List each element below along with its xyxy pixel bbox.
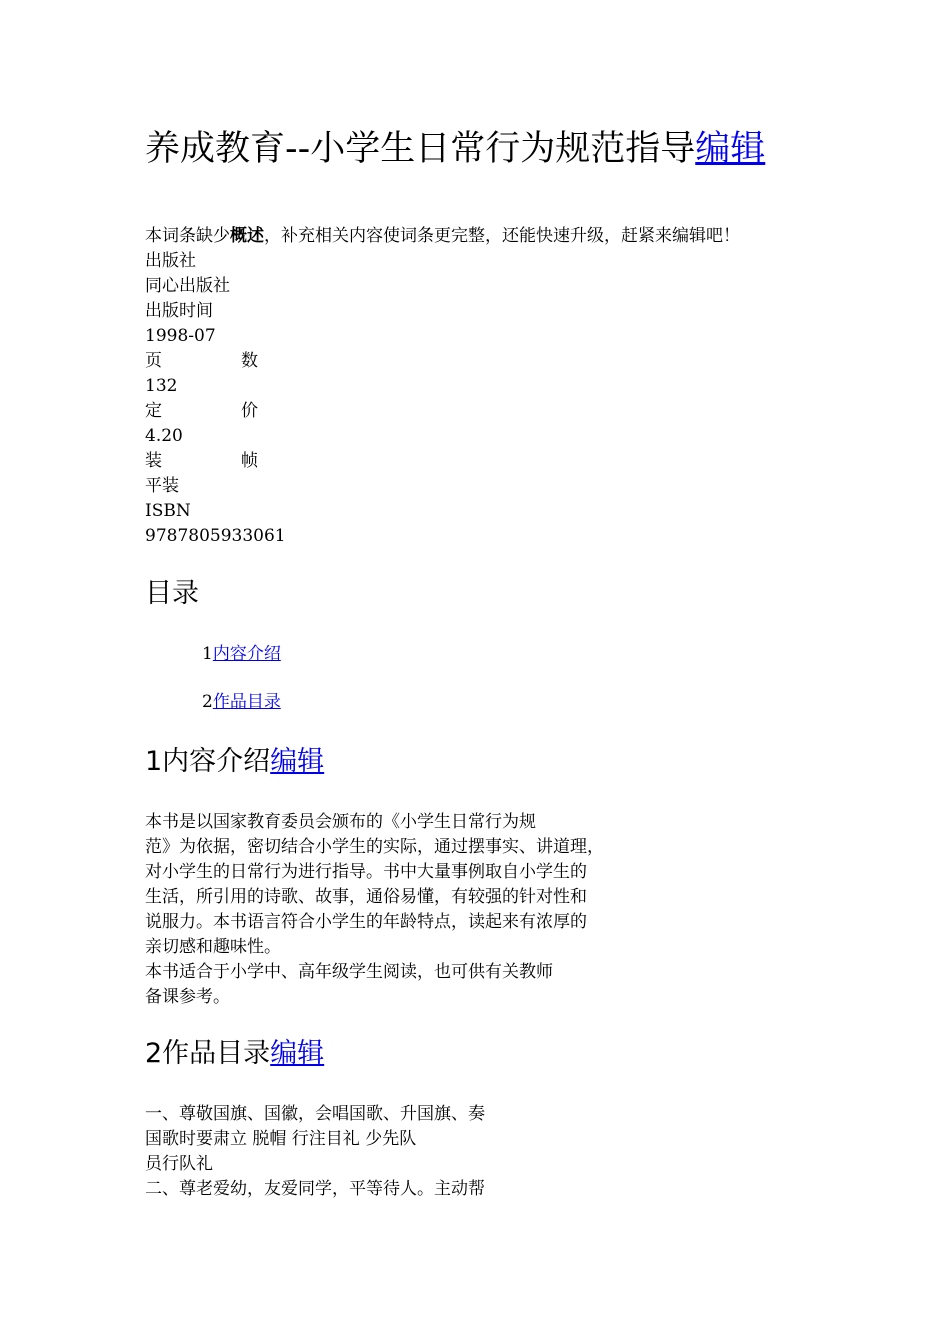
- paragraph-line: 亲切感和趣味性。: [145, 937, 281, 957]
- section-edit-link[interactable]: 编辑: [270, 746, 325, 777]
- works-list-text: [145, 1102, 665, 1202]
- publisher-label: 出版社: [145, 251, 196, 271]
- notice-before: 本词条缺少: [145, 226, 230, 246]
- content-intro-text: [145, 810, 665, 1010]
- section-heading-content-intro: [145, 744, 324, 780]
- paragraph-line: 备课参考。: [145, 987, 230, 1007]
- price-value: 4.20: [145, 426, 183, 446]
- toc-heading: 目录: [145, 578, 199, 609]
- notice-bold: 概述: [230, 226, 264, 246]
- isbn-label: ISBN: [145, 501, 191, 521]
- toc-item: [202, 690, 281, 715]
- binding-value: 平装: [145, 476, 179, 496]
- date-label: 出版时间: [145, 301, 213, 321]
- paragraph-line: 员行队礼: [145, 1154, 213, 1174]
- toc-link-content-intro[interactable]: 内容介绍: [212, 644, 281, 664]
- toc-link-works-list[interactable]: 作品目录: [212, 692, 281, 712]
- missing-summary-notice: [145, 224, 740, 249]
- paragraph-line: 国歌时要肃立 脱帽 行注目礼 少先队: [145, 1129, 417, 1149]
- paragraph-line: 说服力。本书语言符合小学生的年龄特点，读起来有浓厚的: [145, 912, 587, 932]
- section-heading-text: 1内容介绍: [145, 746, 271, 777]
- pages-value: 132: [145, 376, 178, 396]
- price-label: 定价: [145, 401, 258, 421]
- notice-after: ，补充相关内容使词条更完整，还能快速升级，赶紧来编辑吧！: [264, 226, 740, 246]
- date-value: 1998-07: [145, 326, 216, 346]
- publisher-value: 同心出版社: [145, 276, 230, 296]
- paragraph-line: 对小学生的日常行为进行指导。书中大量事例取自小学生的: [145, 862, 587, 882]
- paragraph-line: 一、尊敬国旗、国徽，会唱国歌、升国旗、奏: [145, 1104, 485, 1124]
- section-heading-works-list: [145, 1036, 324, 1072]
- binding-label: 装帧: [145, 451, 258, 471]
- toc-item-number: 2: [202, 692, 213, 712]
- section-edit-link[interactable]: 编辑: [270, 1038, 325, 1069]
- title-edit-link[interactable]: 编辑: [695, 129, 766, 169]
- isbn-value: 9787805933061: [145, 526, 286, 546]
- paragraph-line: 生活，所引用的诗歌、故事，通俗易懂，有较强的针对性和: [145, 887, 587, 907]
- section-heading-text: 2作品目录: [145, 1038, 271, 1069]
- paragraph-line: 范》为依据，密切结合小学生的实际，通过摆事实、讲道理，: [145, 837, 604, 857]
- toc-item-number: 1: [202, 644, 213, 664]
- page-title-text: 养成教育--小学生日常行为规范指导: [145, 129, 696, 169]
- book-info: [145, 249, 286, 549]
- paragraph-line: 本书是以国家教育委员会颁布的《小学生日常行为规: [145, 812, 536, 832]
- page-title: [145, 126, 815, 172]
- paragraph-line: 本书适合于小学中、高年级学生阅读，也可供有关教师: [145, 962, 553, 982]
- paragraph-line: 二、尊老爱幼，友爱同学，平等待人。主动帮: [145, 1179, 485, 1199]
- pages-label: 页数: [145, 351, 258, 371]
- toc-item: [202, 642, 281, 667]
